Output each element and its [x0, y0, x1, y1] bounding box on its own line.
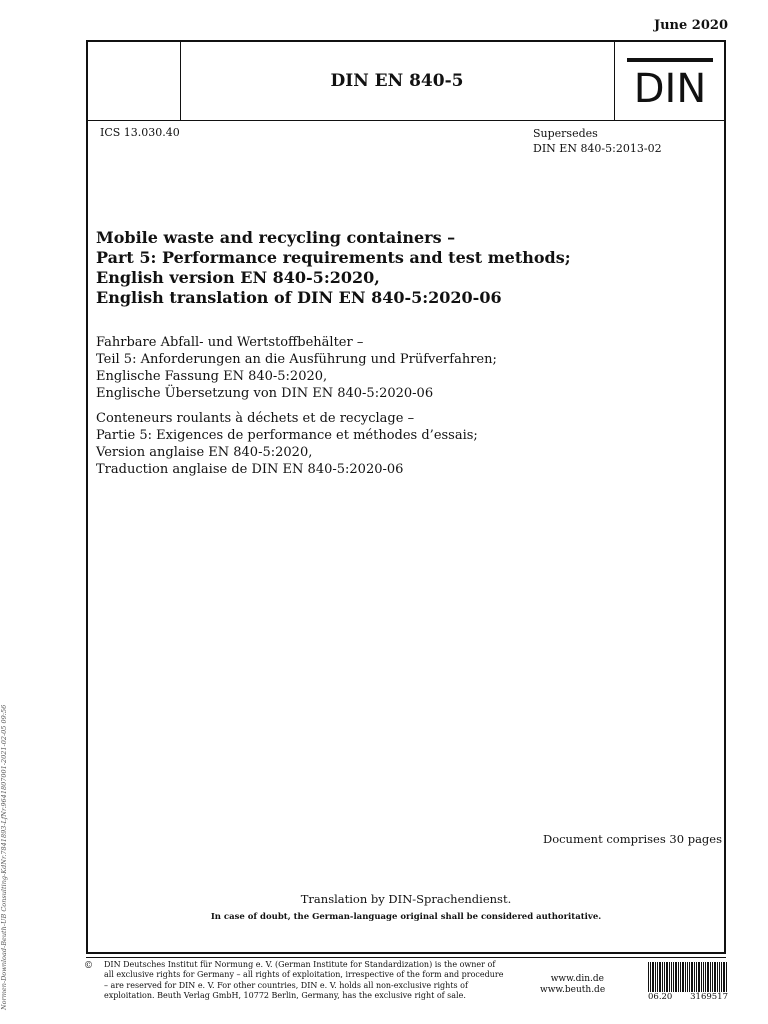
supersedes-value: DIN EN 840-5:2013-02: [533, 142, 662, 155]
document-number: DIN EN 840-5: [330, 71, 464, 91]
title-line: English translation of DIN EN 840-5:2020-06: [96, 288, 502, 307]
title-line: Fahrbare Abfall- und Wertstoffbehälter –: [96, 335, 364, 350]
header-row: [88, 42, 724, 121]
page-count-note: Document comprises 30 pages: [542, 832, 722, 846]
cover-frame: [86, 40, 726, 954]
title-line: Traduction anglaise de DIN EN 840-5:2020-06: [96, 462, 404, 477]
product-number: 3169517: [690, 992, 728, 1002]
header-left-cell: [88, 42, 181, 120]
title-line: Englische Übersetzung von DIN EN 840-5:2020-06: [96, 386, 434, 401]
title-line: Englische Fassung EN 840-5:2020,: [96, 369, 328, 384]
title-line: Mobile waste and recycling containers –: [96, 228, 456, 247]
authority-note: In case of doubt, the German-language original shall be considered authoritative.: [210, 912, 602, 922]
issue-code: 06.20: [648, 992, 673, 1002]
copyright-icon: ©: [84, 961, 93, 971]
din-logo-text: DIN: [633, 66, 707, 106]
title-line: Conteneurs roulants à déchets et de recyclage –: [96, 411, 415, 426]
title-line: Partie 5: Exigences de performance et méthodes d’essais;: [96, 428, 478, 443]
translation-note: Translation by DIN-Sprachendienst.: [300, 892, 512, 906]
barcode-numbers: [648, 992, 728, 1002]
ics-code: ICS 13.030.40: [100, 126, 180, 139]
supersedes-block: [533, 126, 662, 156]
footer-divider: [86, 957, 726, 958]
title-line: English version EN 840-5:2020,: [96, 268, 380, 287]
footer-urls: [540, 974, 604, 996]
download-watermark: Normen-Download-Beuth-UB Consulting-KdNr.7841893-LfNr.9641807001-2021-02-05 09:56: [0, 704, 8, 1010]
title-line: Teil 5: Anforderungen an die Ausführung und Prüfverfahren;: [96, 352, 497, 367]
title-line: Version anglaise EN 840-5:2020,: [96, 445, 313, 460]
issue-date: June 2020: [653, 18, 728, 33]
din-url-link[interactable]: www.din.de: [550, 974, 604, 984]
title-english: [96, 228, 716, 308]
title-french: [96, 410, 716, 478]
title-german: [96, 334, 716, 402]
copyright-notice: DIN Deutsches Institut für Normung e. V. (German Institute for Standardization) is the owner of all exclusive rights for Germany – all rights of exploitation, irrespective of the form and procedure – are reserved for DIN e. V. For other countries, DIN e. V. holds all non-exclusive rights of exploitation. Beuth Verlag GmbH, 10772 Berlin, Germany, has the exclusive right of sale.: [104, 960, 504, 1001]
beuth-url-link[interactable]: www.beuth.de: [540, 985, 606, 995]
din-logo-icon: [627, 58, 713, 106]
barcode-icon: [648, 962, 728, 992]
header-logo-cell: [614, 42, 725, 120]
supersedes-label: Supersedes: [533, 127, 598, 140]
title-line: Part 5: Performance requirements and test methods;: [96, 248, 571, 267]
